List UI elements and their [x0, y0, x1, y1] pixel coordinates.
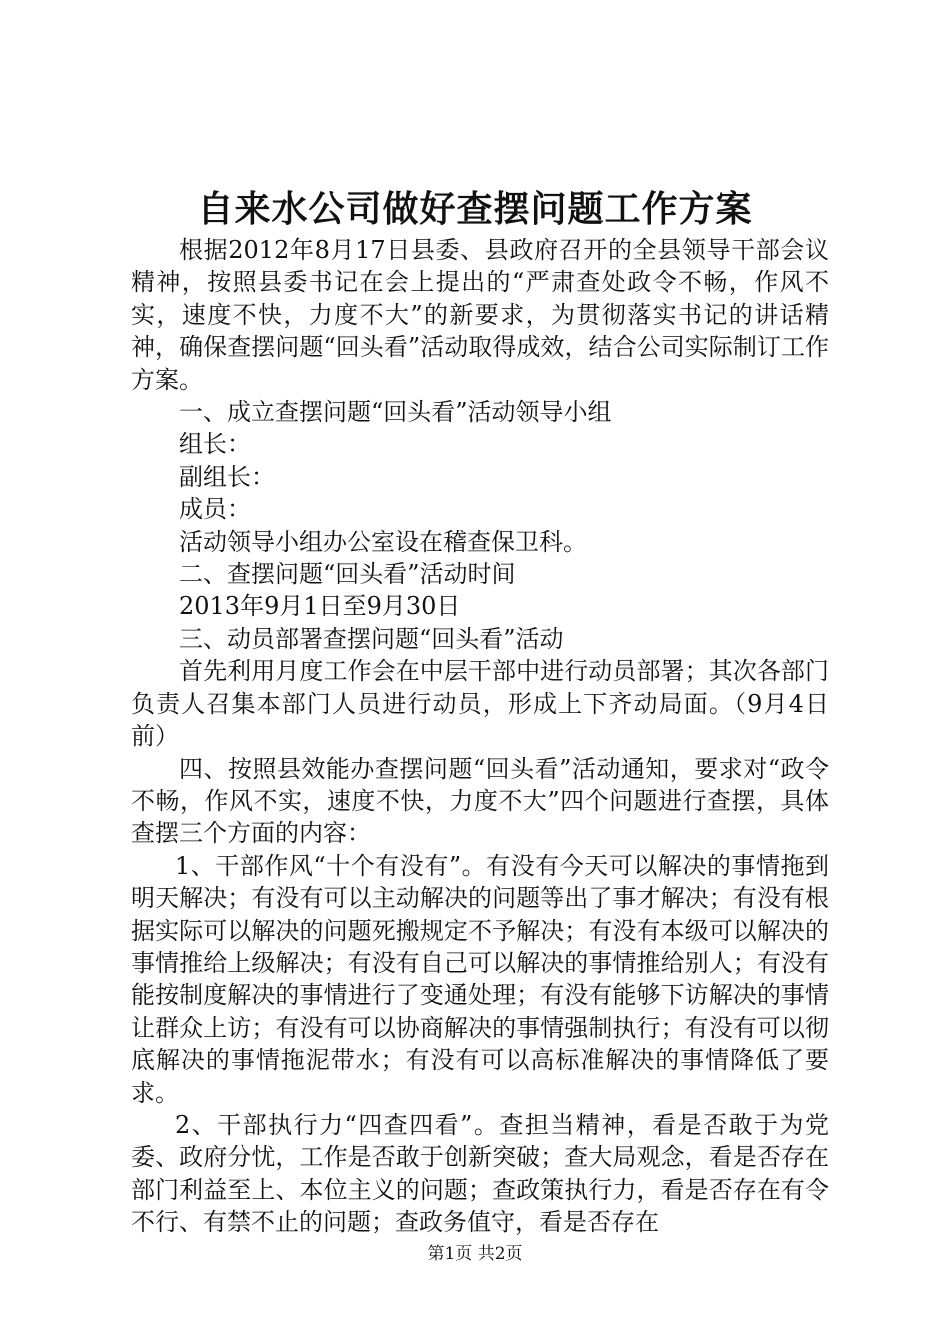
document-body — [131, 234, 829, 1239]
paragraph-members: 成员： — [179, 495, 251, 524]
paragraph-office: 活动领导小组办公室设在稽查保卫科。 — [179, 527, 587, 556]
paragraph-section-3-heading: 三、动员部署查摆问题“回头看”活动 — [179, 624, 564, 653]
paragraph-deputy-leader: 副组长： — [179, 462, 275, 491]
paragraph-item-1: 1、干部作风“十个有没有”。有没有今天可以解决的事情拖到明天解决；有没有可以主动解决的问题等出了事才解决；有没有根据实际可以解决的问题死搬规定不予解决；有没有本级可以解决的事情推给上级解决；有没有自己可以解决的事情推给别人；有没有能按制度解决的事情进行了变通处理；有没有能够下访解决的事情让群众上访；有没有可以协商解决的事情强制执行；有没有可以彻底解决的事情拖泥带水；有没有可以高标准解决的事情降低了要求。 — [131, 851, 829, 1107]
paragraph-section-1-heading: 一、成立查摆问题“回头看”活动领导小组 — [179, 398, 612, 427]
document-title: 自来水公司做好查摆问题工作方案 — [197, 188, 753, 230]
paragraph-date-range: 2013年9月1日至9月30日 — [179, 592, 461, 621]
paragraph-intro: 根据2012年8月17日县委、县政府召开的全县领导干部会议精神，按照县委书记在会上提出的“严肃查处政令不畅，作风不实，速度不快，力度不大”的新要求，为贯彻落实书记的讲话精神，确保查摆问题“回头看”活动取得成效，结合公司实际制订工作方案。 — [131, 236, 829, 394]
page-number-footer: 第1页 共2页 — [427, 1244, 523, 1264]
paragraph-section-4: 四、按照县效能办查摆问题“回头看”活动通知，要求对“政令不畅，作风不实，速度不快，力度不大”四个问题进行查摆，具体查摆三个方面的内容： — [131, 754, 829, 848]
paragraph-leader: 组长： — [179, 430, 251, 459]
paragraph-section-2-heading: 二、查摆问题“回头看”活动时间 — [179, 560, 516, 589]
paragraph-mobilization: 首先利用月度工作会在中层干部中进行动员部署；其次各部门负责人召集本部门人员进行动员，形成上下齐动局面。（9月4日前） — [131, 657, 829, 751]
paragraph-item-2: 2、干部执行力“四查四看”。查担当精神，看是否敢于为党委、政府分忧，工作是否敢于创新突破；查大局观念，看是否存在部门利益至上、本位主义的问题；查政策执行力，看是否存在有令不行、有禁不止的问题；查政务值守，看是否存在 — [131, 1110, 829, 1237]
